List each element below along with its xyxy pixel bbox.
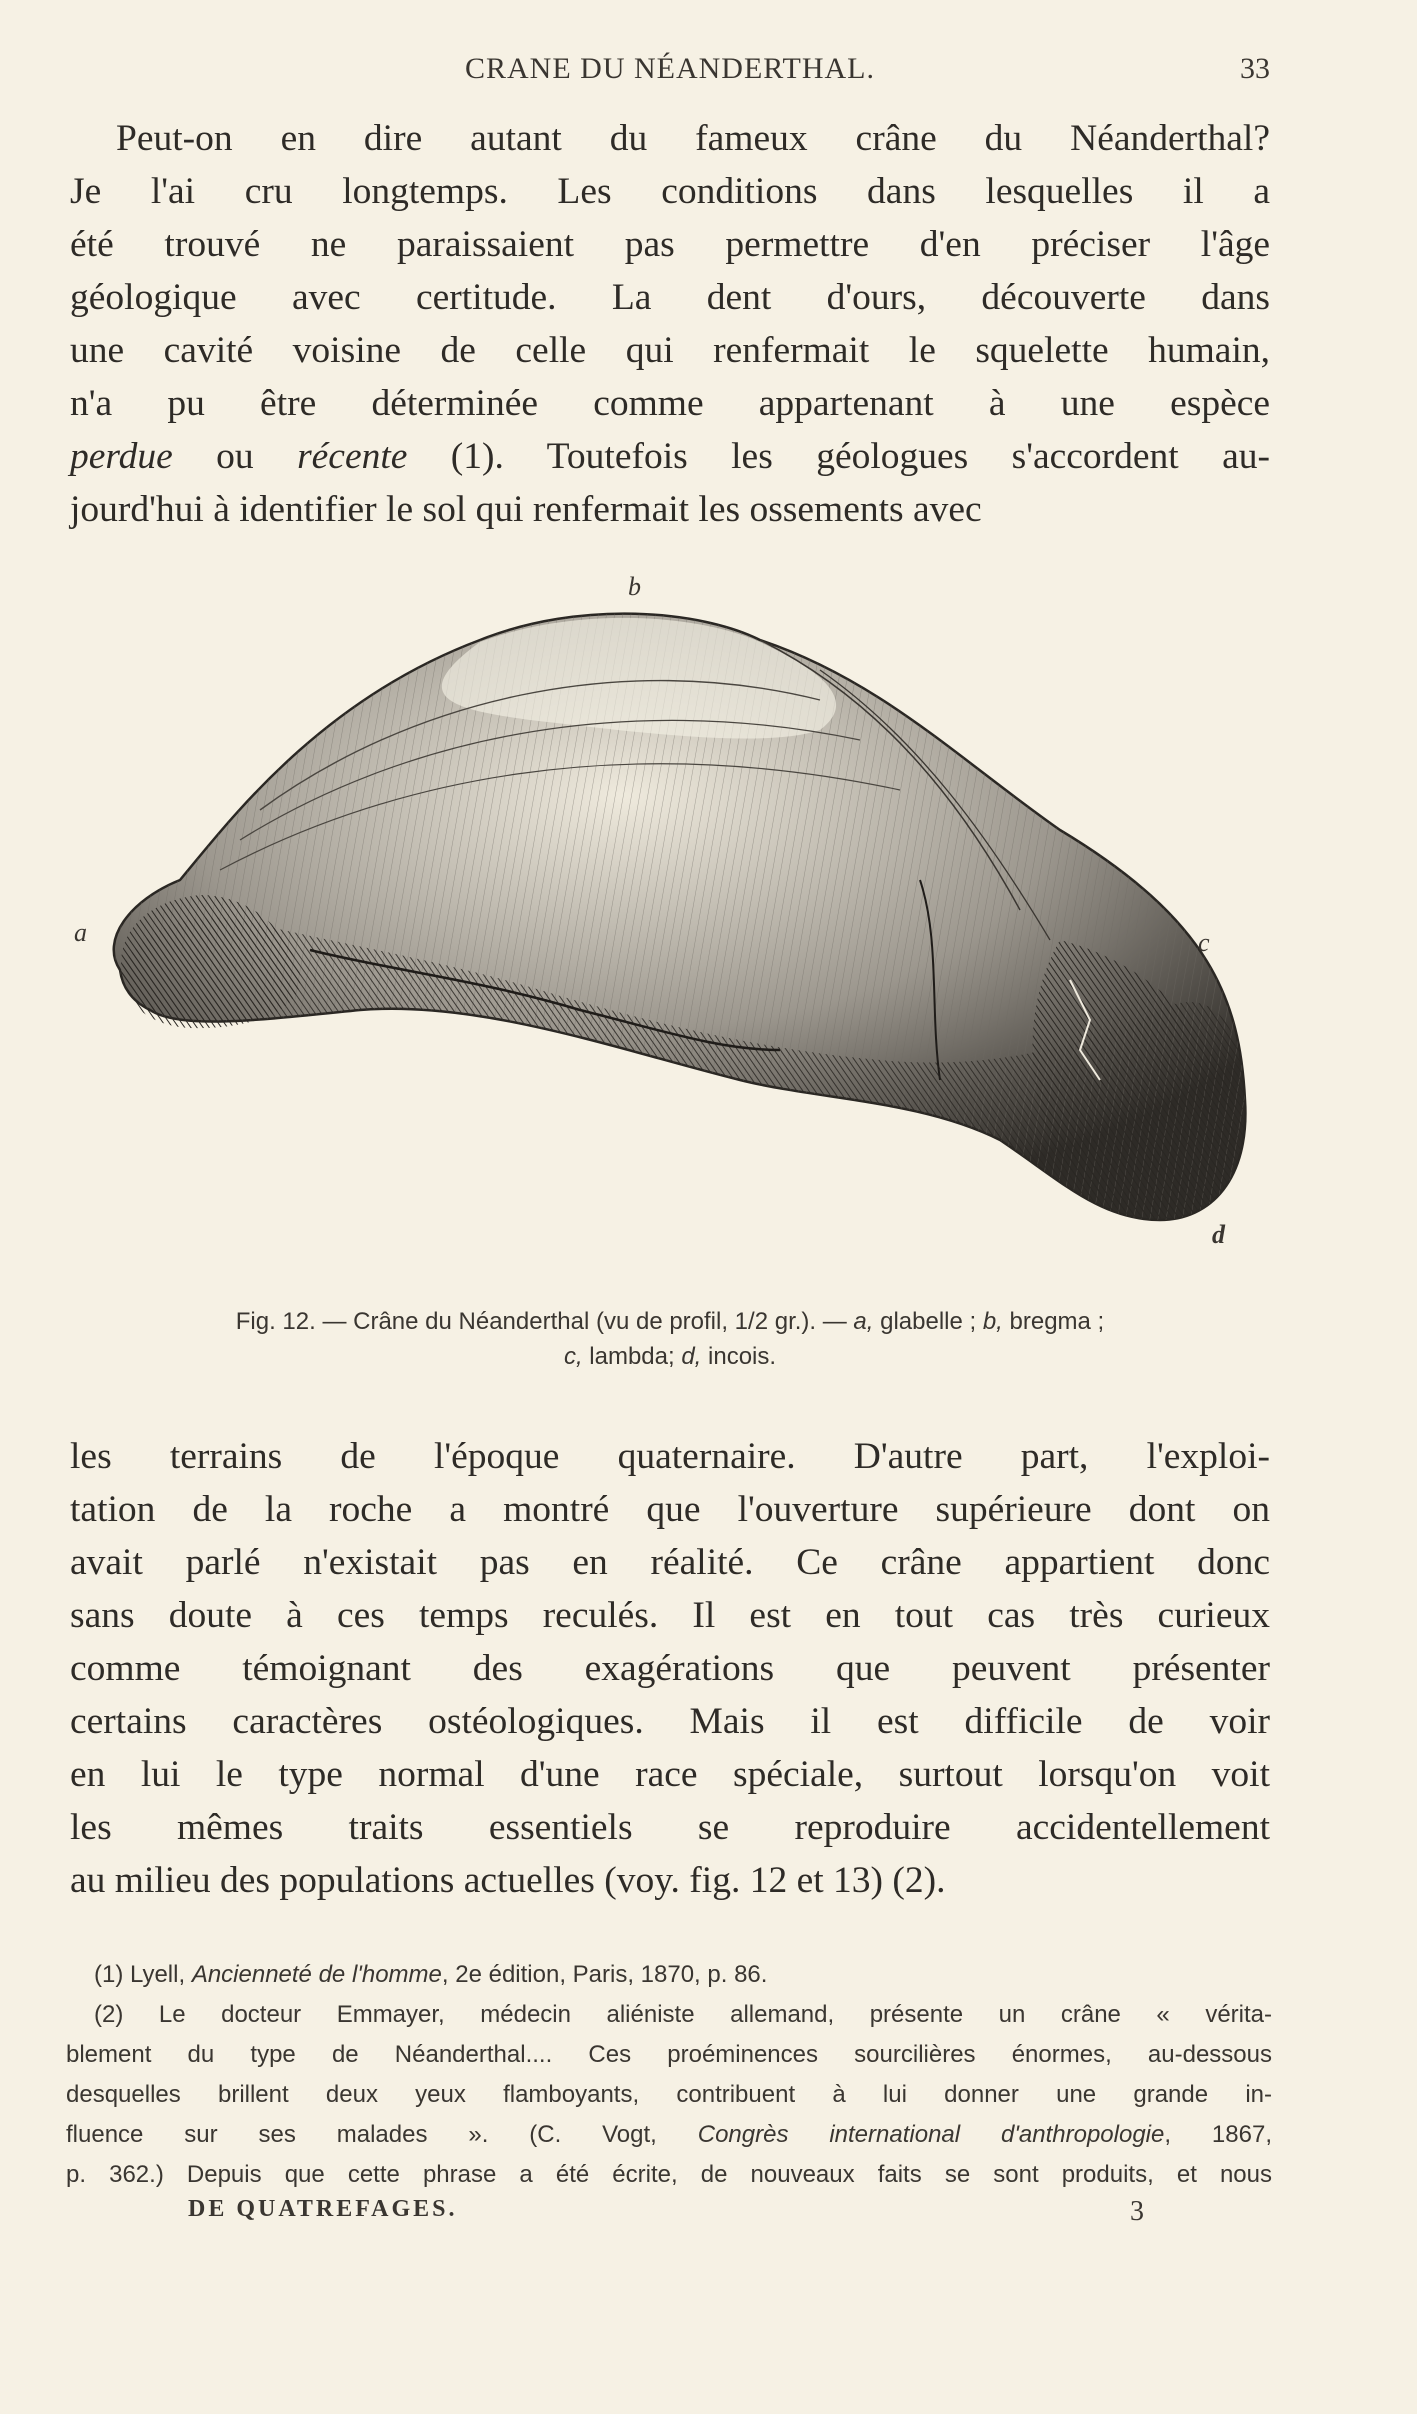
text-line: certains caractères ostéologiques. Mais il est difficile de voir — [70, 1701, 1270, 1742]
caption-text: glabelle ; — [873, 1308, 983, 1335]
skull-engraving — [60, 580, 1260, 1300]
footnote-title: Congrès international d'anthropologie — [697, 2121, 1165, 2148]
footnote-text: , 2e édition, Paris, 1870, p. 86. — [441, 1961, 768, 1988]
paragraph-1 — [70, 112, 1270, 536]
skull-figure — [60, 572, 1260, 1300]
footnote-2-line-mixed — [66, 2115, 1272, 2155]
text-line-mixed — [70, 430, 1270, 483]
label-b: b — [628, 572, 641, 601]
caption-text: bregma ; — [1002, 1308, 1105, 1335]
figure-number: Fig. 12. — [235, 1308, 316, 1335]
text-fragment: ou — [172, 436, 298, 477]
footnote-2-line: (2) Le docteur Emmayer, médecin aliéniste allemand, présente un crâne « vérita- — [94, 2001, 1272, 2028]
text-line: avait parlé n'existait pas en réalité. Ce crâne appartient donc — [70, 1542, 1270, 1583]
italic-term: perdue — [70, 436, 173, 477]
text-line: Peut-on en dire autant du fameux crâne du Néanderthal? — [116, 118, 1270, 159]
label-c: c — [1198, 928, 1210, 957]
footnote-text: fluence sur ses malades ». (C. Vogt, — [66, 2121, 698, 2148]
text-line: tation de la roche a montré que l'ouverture supérieure dont on — [70, 1489, 1270, 1530]
printer-signature: DE QUATREFAGES. — [188, 2196, 458, 2222]
italic-term: récente — [297, 436, 408, 477]
paragraph-2 — [70, 1430, 1270, 1907]
caption-text: — Crâne du Néanderthal (vu de profil, 1/2 gr.). — — [315, 1308, 854, 1335]
caption-text: lambda; — [582, 1343, 682, 1370]
footnote-1 — [66, 1955, 1272, 1995]
footnote-2-line: blement du type de Néanderthal.... Ces proéminences sourcilières énormes, au-dessous — [66, 2041, 1272, 2068]
text-line: une cavité voisine de celle qui renfermait le squelette humain, — [70, 330, 1270, 371]
footnote-2-line: desquelles brillent deux yeux flamboyants, contribuent à lui donner une grande in- — [66, 2081, 1272, 2108]
caption-key: c, — [563, 1343, 583, 1370]
footnote-title: Ancienneté de l'homme — [191, 1961, 442, 1988]
text-line: Je l'ai cru longtemps. Les conditions dans lesquelles il a — [70, 171, 1270, 212]
footnote-text: (1) Lyell, — [94, 1961, 192, 1988]
page-number: 33 — [1240, 52, 1270, 85]
text-line: les terrains de l'époque quaternaire. D'autre part, l'exploi- — [70, 1436, 1270, 1477]
footnote-2-line: p. 362.) Depuis que cette phrase a été écrite, de nouveaux faits se sont produits, et nous — [66, 2161, 1272, 2188]
caption-text: incois. — [701, 1343, 777, 1370]
caption-line-1 — [70, 1304, 1270, 1339]
text-line: été trouvé ne paraissaient pas permettre d'en préciser l'âge — [70, 224, 1270, 265]
text-line: comme témoignant des exagérations que peuvent présenter — [70, 1648, 1270, 1689]
footnote-text: , 1867, — [1164, 2121, 1272, 2148]
sheet-number: 3 — [1130, 2196, 1144, 2227]
caption-line-2 — [70, 1339, 1270, 1374]
text-line: jourd'hui à identifier le sol qui renfermait les ossements avec — [70, 489, 982, 530]
text-line: au milieu des populations actuelles (voy. fig. 12 et 13) (2). — [70, 1860, 946, 1901]
text-line: n'a pu être déterminée comme appartenant à une espèce — [70, 383, 1270, 424]
text-line: en lui le type normal d'une race spéciale, surtout lorsqu'on voit — [70, 1754, 1270, 1795]
figure-caption — [70, 1304, 1270, 1374]
page-footer — [70, 2196, 1270, 2236]
caption-key: b, — [982, 1308, 1003, 1335]
running-title: CRANE DU NÉANDERTHAL. — [464, 52, 875, 85]
caption-key: a, — [853, 1308, 874, 1335]
page-header — [70, 52, 1270, 92]
text-fragment: (1). Toutefois les géologues s'accordent au- — [407, 436, 1271, 477]
text-line: géologique avec certitude. La dent d'ours, découverte dans — [70, 277, 1270, 318]
caption-key: d, — [681, 1343, 702, 1370]
label-d: d — [1212, 1220, 1225, 1249]
label-a: a — [74, 918, 87, 947]
text-line: les mêmes traits essentiels se reproduire accidentellement — [70, 1807, 1270, 1848]
text-line: sans doute à ces temps reculés. Il est en tout cas très curieux — [70, 1595, 1270, 1636]
footnotes — [66, 1955, 1272, 2195]
